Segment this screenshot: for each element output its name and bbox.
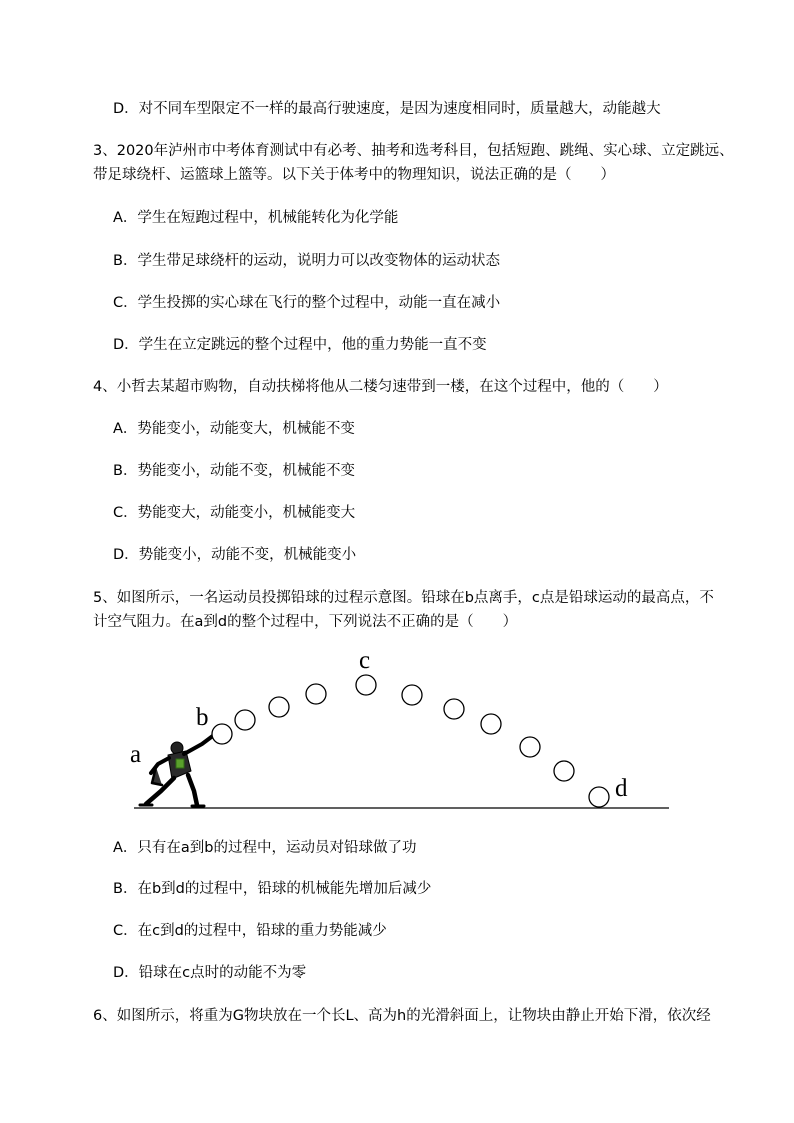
question-4-option-b: B．势能变小，动能不变，机械能不变 bbox=[113, 463, 355, 479]
shot-put-trajectory-figure bbox=[128, 643, 673, 818]
question-3-option-b: B．学生带足球绕杆的运动，说明力可以改变物体的运动状态 bbox=[113, 253, 500, 269]
label-d: d bbox=[615, 775, 628, 802]
label-a: a bbox=[130, 741, 142, 768]
question-4-option-c: C．势能变大，动能变小，机械能变大 bbox=[113, 505, 356, 521]
question-5-option-d: D．铅球在c点时的动能不为零 bbox=[113, 965, 307, 981]
question-6-stem-line-1: 6、如图所示，将重为G物块放在一个长L、高为h的光滑斜面上，让物块由静止开始下滑，依次经 bbox=[93, 1008, 711, 1024]
question-5-stem-line-2: 计空气阻力。在a到d的整个过程中，下列说法不正确的是（ ） bbox=[93, 614, 518, 630]
question-5-stem-line-1: 5、如图所示，一名运动员投掷铅球的过程示意图。铅球在b点离手，c点是铅球运动的最高点，不 bbox=[93, 590, 714, 606]
question-3-option-d: D．学生在立定跳远的整个过程中，他的重力势能一直不变 bbox=[113, 337, 487, 353]
question-3-option-a: A．学生在短跑过程中，机械能转化为化学能 bbox=[113, 210, 399, 226]
trajectory-ball bbox=[520, 737, 540, 757]
label-b: b bbox=[196, 704, 209, 731]
question-3-stem-line-1: 3、2020年泸州市中考体育测试中有必考、抽考和选考科目，包括短跑、跳绳、实心球、立定跳远、 bbox=[93, 143, 734, 159]
question-3-stem-line-2: 带足球绕杆、运篮球上篮等。以下关于体考中的物理知识，说法正确的是（ ） bbox=[93, 167, 615, 183]
question-4-option-d: D．势能变小，动能不变，机械能变小 bbox=[113, 547, 357, 563]
question-3-option-c: C．学生投掷的实心球在飞行的整个过程中，动能一直在减小 bbox=[113, 295, 501, 311]
question-4-stem: 4、小哲去某超市购物，自动扶梯将他从二楼匀速带到一楼，在这个过程中，他的（ ） bbox=[93, 379, 668, 395]
ball-at-b bbox=[212, 724, 232, 744]
ball-at-d bbox=[589, 787, 609, 807]
question-4-option-a: A．势能变小，动能变大，机械能不变 bbox=[113, 421, 355, 437]
question-5-option-a: A．只有在a到b的过程中，运动员对铅球做了功 bbox=[113, 840, 417, 856]
ball-at-c bbox=[356, 675, 376, 695]
trajectory-ball bbox=[444, 699, 464, 719]
trajectory-ball bbox=[402, 685, 422, 705]
trajectory-ball bbox=[306, 684, 326, 704]
label-c: c bbox=[359, 647, 371, 674]
question-5-option-b: B．在b到d的过程中，铅球的机械能先增加后减少 bbox=[113, 881, 432, 897]
trajectory-ball bbox=[269, 697, 289, 717]
trajectory-ball bbox=[235, 710, 255, 730]
prev-question-option-d: D．对不同车型限定不一样的最高行驶速度，是因为速度相同时，质量越大，动能越大 bbox=[113, 101, 661, 117]
question-5-option-c: C．在c到d的过程中，铅球的重力势能减少 bbox=[113, 923, 387, 939]
trajectory-balls bbox=[212, 675, 609, 807]
athlete-figure bbox=[140, 735, 214, 806]
trajectory-ball bbox=[554, 761, 574, 781]
trajectory-ball bbox=[481, 714, 501, 734]
